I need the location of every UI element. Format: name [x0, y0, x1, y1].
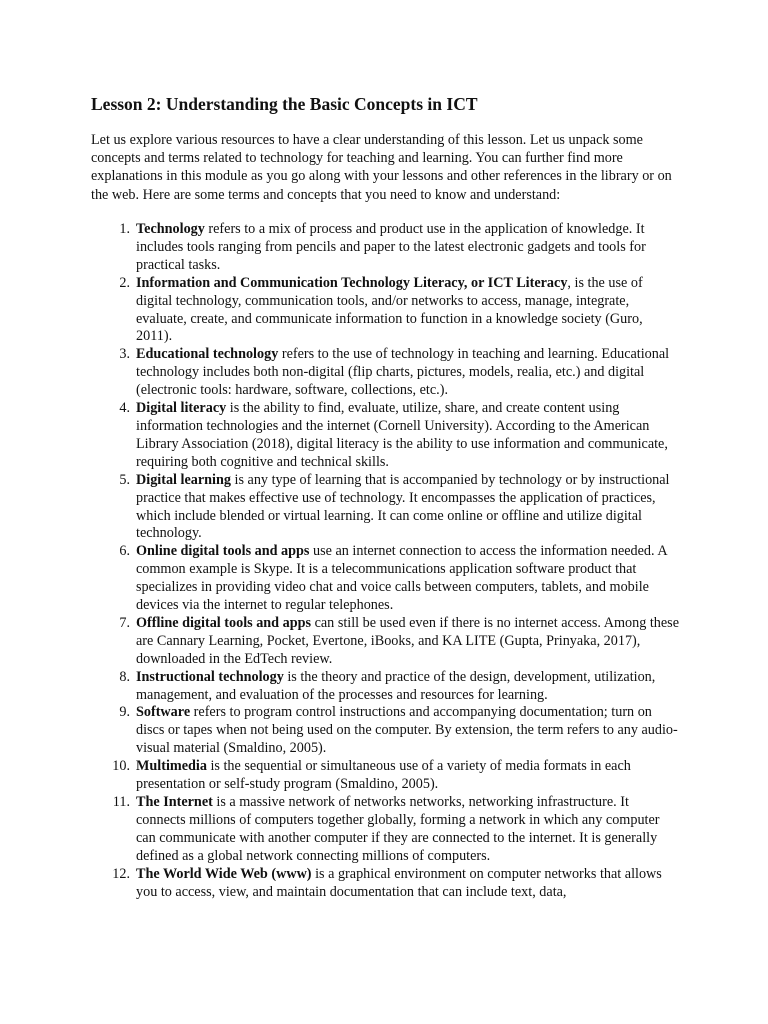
list-item — [100, 758, 680, 794]
term-name: Information and Communication Technology Literacy, or ICT Literacy — [136, 274, 568, 291]
term-name: Technology — [136, 221, 205, 237]
term-definition: refers to the use of technology in teaching and learning. Educational technology includes both non-digital (flip charts, pictures, models, realia, etc.) and digital (electronic tools: hardware, software, collections, etc.). — [136, 346, 670, 399]
list-number: 10. — [112, 758, 130, 775]
term-name: Educational technology — [136, 346, 279, 363]
list-item — [100, 794, 680, 866]
list-number: 4. — [119, 400, 130, 417]
list-item — [100, 669, 680, 705]
list-number: 6. — [119, 543, 130, 560]
term-name: Instructional technology — [136, 668, 284, 685]
term-definition: is any type of learning that is accompanied by technology or by instructional practice that makes effective use of technology. It encompasses the application of practices, which include blended or virtual learning. It can come online or offline and utilize digital technology. — [136, 471, 670, 542]
lesson-title: Lesson 2: Understanding the Basic Concepts in ICT — [91, 94, 478, 114]
term-name: The Internet — [136, 794, 213, 810]
term-name: The World Wide Web (www) — [136, 865, 312, 882]
list-item — [100, 543, 680, 615]
term-definition: is the sequential or simultaneous use of a variety of media formats in each presentation or self-study program (Smaldino, 2005). — [136, 758, 631, 793]
list-item — [100, 615, 680, 669]
list-number: 7. — [119, 614, 130, 631]
list-item — [100, 704, 680, 758]
list-number: 8. — [119, 668, 130, 685]
term-definition: use an internet connection to access the information needed. A common example is Skype. It is a telecommunications application software product that specializes in providing video chat and voice calls between computers, tablets, and mobile devices via the internet to regular telephones. — [136, 543, 667, 614]
list-item — [100, 866, 680, 902]
list-number: 12. — [112, 865, 130, 882]
term-definition: is a graphical environment on computer networks that allows you to access, view, and maintain documentation that can include text, data, — [136, 865, 662, 900]
list-number: 1. — [119, 221, 130, 237]
term-name: Online digital tools and apps — [136, 543, 310, 560]
list-number: 9. — [119, 704, 130, 721]
term-name: Offline digital tools and apps — [136, 614, 312, 631]
term-name: Digital literacy — [136, 400, 227, 417]
term-definition: , is the use of digital technology, communication tools, and/or networks to access, manage, integrate, evaluate, create, and communicate information to function in a knowledge society (Guro, 2011). — [136, 274, 643, 345]
term-definition: can still be used even if there is no internet access. Among these are Cannary Learning, Pocket, Evertone, iBooks, and KA LITE (Gupta, Prinyaka, 2017), downloaded in the EdTech review. — [136, 614, 680, 667]
list-number: 11. — [112, 794, 130, 810]
term-definition: is the ability to find, evaluate, utilize, share, and create content using information technologies and the internet (Cornell University). According to the American Library Association (2018), digital literacy is the ability to use information and communicate, requiring both cognitive and technical skills. — [136, 400, 668, 470]
intro-paragraph: Let us explore various resources to have a clear understanding of this lesson. Let us unpack some concepts and terms related to technology for teaching and learning. You can further find more explanations in this module as you go along with your lessons and other references in the library or on the web. Here are some terms and concepts that you need to know and understand: — [91, 132, 672, 203]
list-item — [100, 346, 680, 400]
list-item — [100, 221, 680, 275]
terms-list — [100, 221, 680, 901]
list-number: 3. — [119, 346, 130, 363]
list-item — [100, 472, 680, 544]
term-name: Software — [136, 704, 191, 721]
term-definition: refers to a mix of process and product use in the application of knowledge. It includes tools ranging from pencils and paper to the latest electronic gadgets and tools for practical tasks. — [136, 221, 646, 273]
term-name: Digital learning — [136, 471, 231, 488]
term-name: Multimedia — [136, 758, 207, 775]
list-number: 2. — [119, 274, 130, 291]
term-definition: is the theory and practice of the design, development, utilization, management, and evaluation of the processes and resources for learning. — [136, 668, 656, 703]
term-definition: refers to program control instructions and accompanying documentation; turn on discs or tapes when not being used on the computer. By extension, the term refers to any audio-visual material (Smaldino, 2005). — [136, 704, 678, 757]
term-definition: is a massive network of networks networks, networking infrastructure. It connects millions of computers together globally, forming a network in which any computer can communicate with another computer if they are connected to the internet. It is generally defined as a global network connecting millions of computers. — [136, 794, 660, 864]
list-item — [100, 275, 680, 347]
list-item — [100, 400, 680, 472]
list-number: 5. — [119, 471, 130, 488]
